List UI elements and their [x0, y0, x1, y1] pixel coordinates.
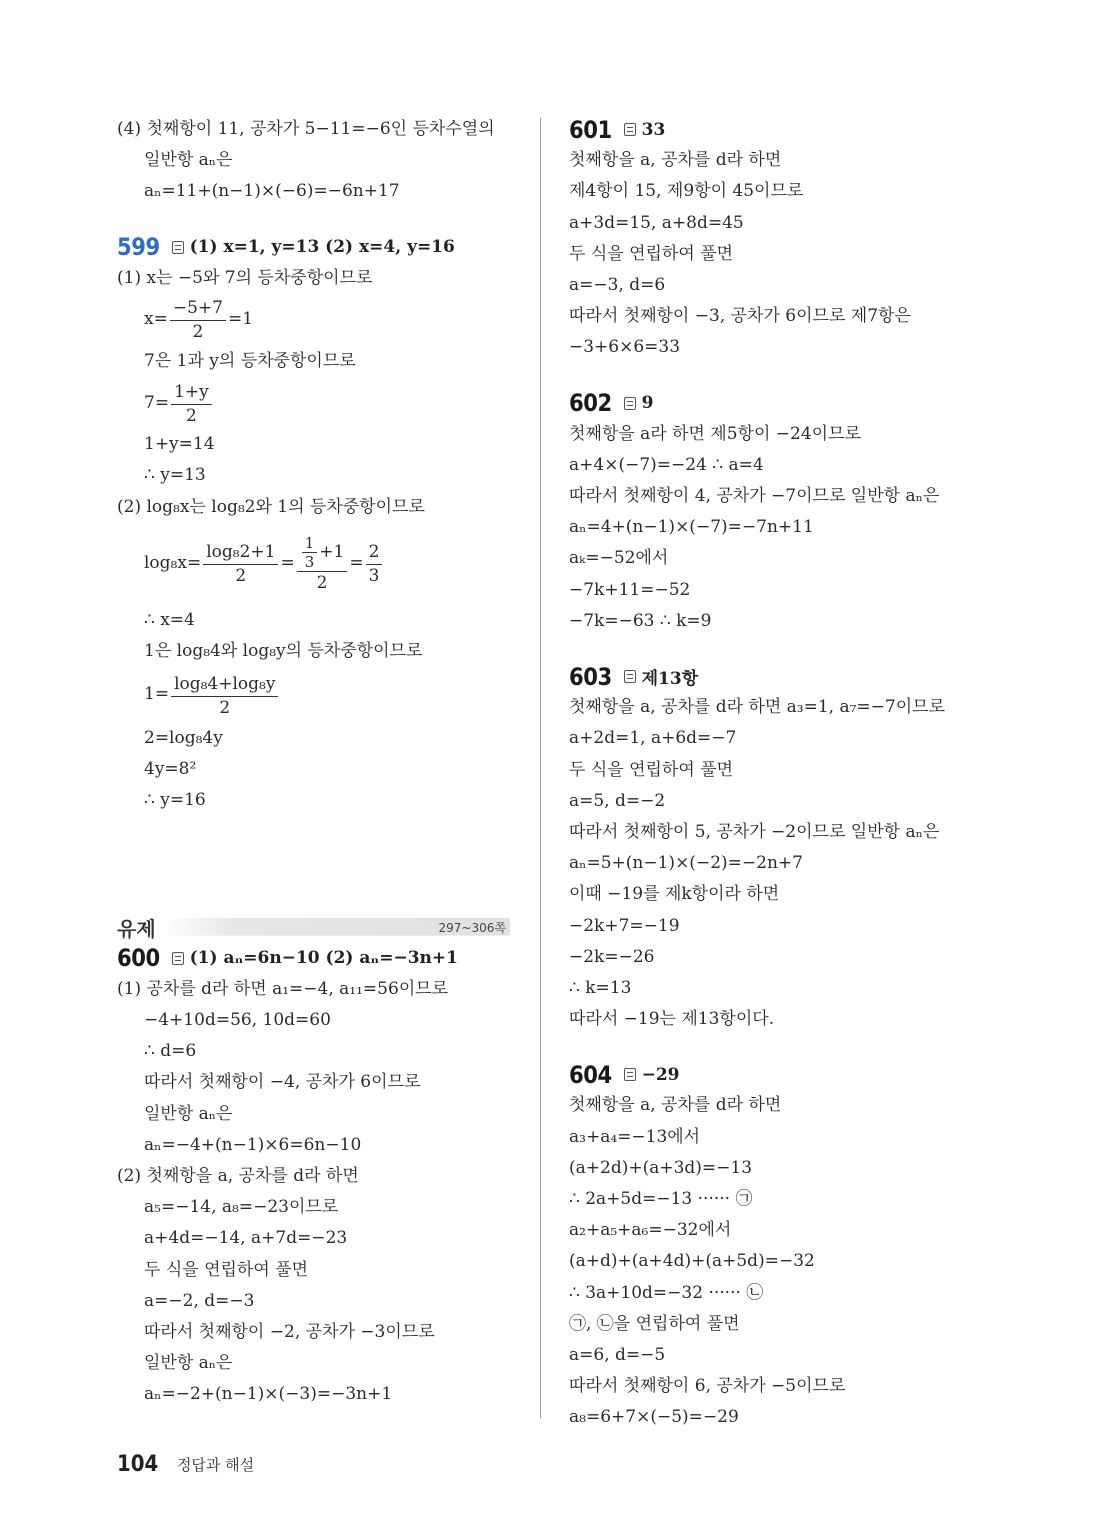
problem-number: 603 [569, 662, 612, 691]
denominator: 2 [316, 572, 328, 593]
numerator: −5+7 [170, 296, 226, 321]
text-line: ㉠, ㉡을 연립하여 풀면 [569, 1313, 740, 1334]
fraction [203, 540, 278, 587]
text-line: 일반항 aₙ은 [144, 1353, 233, 1374]
text-line: ∴ y=16 [144, 790, 206, 811]
compound-fraction [297, 534, 348, 594]
problem-602 [569, 388, 989, 638]
numerator: log₈4+log₈y [171, 672, 278, 697]
fraction-line [117, 377, 512, 429]
answer-icon [624, 397, 636, 410]
answer-icon [172, 241, 184, 254]
text-line: 따라서 첫째항이 5, 공차가 −2이므로 일반항 aₙ은 [569, 821, 940, 842]
problem-number: 600 [117, 944, 160, 973]
fraction [366, 540, 383, 587]
text-line: aₙ=5+(n−1)×(−2)=−2n+7 [569, 853, 803, 874]
problem-number: 604 [569, 1060, 612, 1089]
problem-header [117, 232, 512, 263]
text-line: (1) 공차를 d라 하면 a₁=−4, a₁₁=56이므로 [117, 978, 449, 999]
fraction-line [117, 294, 512, 346]
text-line: aₖ=−52에서 [569, 548, 669, 569]
problem-number: 602 [569, 389, 612, 418]
answer-text: 33 [641, 119, 666, 140]
text-line: a₂+a₅+a₆=−32에서 [569, 1220, 732, 1241]
formula-text: 7= [144, 392, 170, 413]
text-line: 일반항 aₙ은 [144, 150, 233, 171]
denominator: 2 [219, 697, 231, 718]
denominator: 3 [304, 552, 315, 571]
text-line: (2) log₈x는 log₈2와 1의 등차중항이므로 [117, 496, 425, 517]
text-line: (4) 첫째항이 11, 공차가 5−11=−6인 등차수열의 [117, 119, 495, 139]
text-line: a=−2, d=−3 [144, 1290, 255, 1311]
text-line: aₙ=−2+(n−1)×(−3)=−3n+1 [144, 1384, 393, 1405]
numerator: 1 [302, 534, 318, 553]
answer-text: (1) x=1, y=13 (2) x=4, y=16 [189, 237, 455, 258]
fraction [170, 296, 226, 343]
answer-icon [624, 670, 636, 683]
text-line: 따라서 첫째항이 6, 공차가 −5이므로 [569, 1376, 846, 1397]
right-column [569, 114, 989, 1434]
text-line: ∴ y=13 [144, 465, 206, 486]
text-line: 제4항이 15, 제9항이 45이므로 [569, 181, 804, 202]
text-line: a₃+a₄=−13에서 [569, 1126, 701, 1147]
page-footer [117, 1452, 254, 1477]
text-line: 4y=8² [144, 759, 197, 780]
answer-text: −29 [641, 1064, 680, 1085]
formula-text: = [349, 553, 364, 574]
formula-text: = [280, 553, 295, 574]
text-line: 두 식을 연립하여 풀면 [569, 243, 734, 264]
formula-text: log₈x= [144, 553, 202, 574]
problem-header [569, 661, 989, 692]
column-divider [540, 118, 541, 1418]
answer-text: (1) aₙ=6n−10 (2) aₙ=−3n+1 [189, 948, 458, 969]
text-line: −2k+7=−19 [569, 915, 680, 936]
text-line: a₅=−14, a₈=−23이므로 [144, 1197, 339, 1218]
text-line: a₈=6+7×(−5)=−29 [569, 1407, 739, 1428]
answer-icon [172, 952, 184, 965]
text-line: 이때 −19를 제k항이라 하면 [569, 884, 780, 905]
text-line: 1+y=14 [144, 434, 215, 455]
text-line: ∴ d=6 [144, 1041, 197, 1062]
problem-603 [569, 661, 989, 1035]
problem-number: 599 [117, 233, 160, 262]
text-line: 1은 log₈4와 log₈y의 등차중항이므로 [144, 640, 423, 661]
problem-601 [569, 114, 989, 364]
numerator [297, 534, 348, 572]
text-line: a=−3, d=6 [569, 274, 666, 295]
footer-title: 정답과 해설 [176, 1456, 255, 1474]
denominator: 3 [368, 566, 380, 587]
text-line: 따라서 첫째항이 −3, 공차가 6이므로 제7항은 [569, 306, 911, 327]
text-line: 따라서 첫째항이 4, 공차가 −7이므로 일반항 aₙ은 [569, 486, 940, 507]
left-column [117, 114, 512, 1410]
formula-text: 1= [144, 684, 170, 705]
formula-text: =1 [227, 309, 254, 330]
problem-604 [569, 1059, 989, 1433]
denominator: 2 [235, 566, 247, 587]
text-line: (a+2d)+(a+3d)=−13 [569, 1157, 753, 1178]
fraction [171, 380, 212, 427]
text-line: 첫째항을 a라 하면 제5항이 −24이므로 [569, 423, 861, 444]
text-line: aₙ=4+(n−1)×(−7)=−7n+11 [569, 517, 814, 538]
text-line: aₙ=11+(n−1)×(−6)=−6n+17 [144, 181, 400, 202]
problem-number: 601 [569, 115, 612, 144]
formula-text: x= [144, 309, 168, 330]
text-line: 첫째항을 a, 공차를 d라 하면 a₃=1, a₇=−7이므로 [569, 697, 945, 718]
numerator: log₈2+1 [203, 540, 278, 565]
problem-header [117, 943, 512, 974]
text-line: −7k=−63 ∴ k=9 [569, 610, 712, 631]
text-line: 첫째항을 a, 공차를 d라 하면 [569, 150, 782, 171]
text-line: 7은 1과 y의 등차중항이므로 [144, 350, 356, 371]
formula-text: +1 [319, 542, 345, 563]
text-line: 2=log₈4y [144, 728, 223, 749]
section-header [117, 909, 512, 943]
text-line: 따라서 첫째항이 −2, 공차가 −3이므로 [144, 1321, 435, 1342]
answer-text: 9 [641, 393, 654, 414]
text-line: aₙ=−4+(n−1)×6=6n−10 [144, 1134, 362, 1155]
fraction [171, 672, 278, 719]
section-title: 유제 [117, 916, 156, 941]
text-line: 두 식을 연립하여 풀면 [569, 759, 734, 780]
problem-header [569, 1059, 989, 1090]
answer-icon [624, 1068, 636, 1081]
problem-header [569, 114, 989, 145]
text-line: 첫째항을 a, 공차를 d라 하면 [569, 1095, 782, 1116]
page-number: 104 [117, 1452, 159, 1477]
text-line: ∴ k=13 [569, 977, 632, 998]
numerator: 1+y [171, 380, 212, 405]
answer-icon [624, 123, 636, 136]
text-line: a+4d=−14, a+7d=−23 [144, 1228, 348, 1249]
text-line: 따라서 첫째항이 −4, 공차가 6이므로 [144, 1072, 421, 1093]
problem-600 [117, 943, 512, 1411]
inner-fraction [302, 534, 318, 571]
problem-598-continuation [117, 114, 512, 208]
denominator: 2 [185, 405, 197, 426]
section-pages: 297~306쪽 [438, 920, 506, 935]
text-line: −7k+11=−52 [569, 579, 691, 600]
text-line: 두 식을 연립하여 풀면 [144, 1259, 309, 1280]
text-line: (1) x는 −5와 7의 등차중항이므로 [117, 267, 373, 288]
text-line: −4+10d=56, 10d=60 [144, 1010, 331, 1030]
text-line: a=6, d=−5 [569, 1344, 666, 1365]
fraction-line [117, 667, 512, 723]
fraction-line [117, 523, 512, 605]
problem-599 [117, 232, 512, 817]
text-line: a=5, d=−2 [569, 790, 666, 811]
numerator: 2 [366, 540, 383, 565]
problem-header [569, 388, 989, 419]
denominator: 2 [192, 322, 204, 343]
text-line: −2k=−26 [569, 946, 655, 967]
text-line: a+4×(−7)=−24 ∴ a=4 [569, 454, 764, 475]
text-line: ∴ 2a+5d=−13 ······ ㉠ [569, 1189, 753, 1209]
text-line: (2) 첫째항을 a, 공차를 d라 하면 [117, 1165, 359, 1186]
text-line: a+2d=1, a+6d=−7 [569, 728, 737, 749]
text-line: −3+6×6=33 [569, 337, 681, 358]
text-line: ∴ 3a+10d=−32 ······ ㉡ [569, 1282, 764, 1303]
text-line: a+3d=15, a+8d=45 [569, 212, 744, 233]
text-line: ∴ x=4 [144, 609, 195, 630]
text-line: (a+d)+(a+4d)+(a+5d)=−32 [569, 1251, 815, 1272]
text-line: 일반항 aₙ은 [144, 1103, 233, 1124]
text-line: 따라서 −19는 제13항이다. [569, 1009, 775, 1030]
answer-text: 제13항 [641, 669, 699, 690]
